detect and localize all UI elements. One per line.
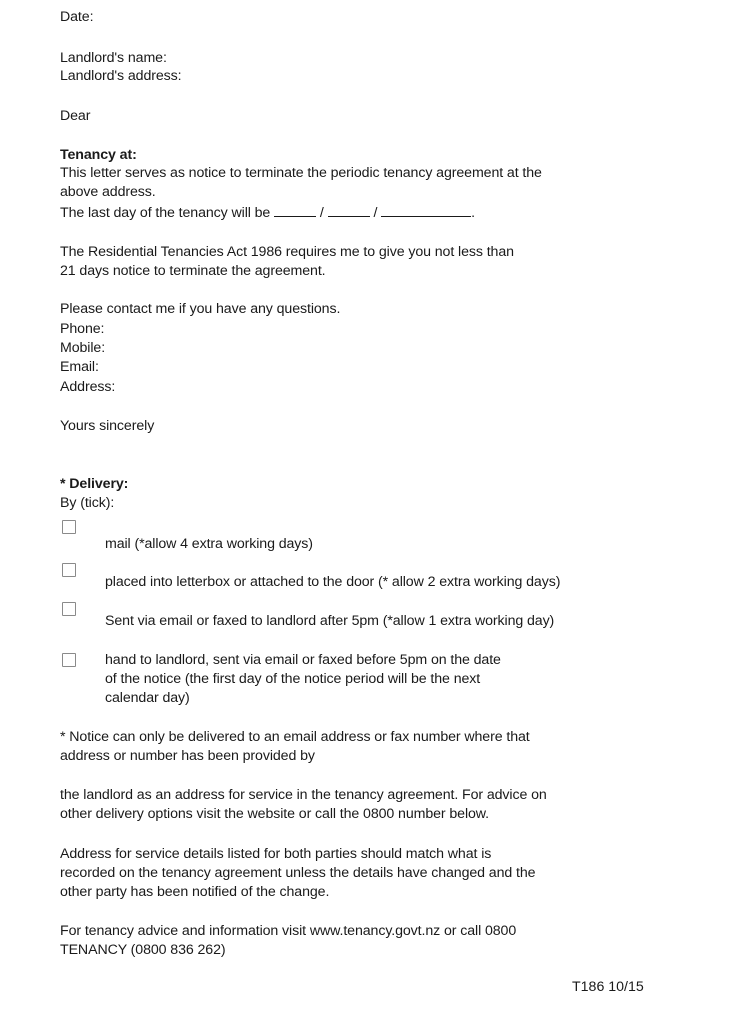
delivery-checkbox-letterbox[interactable] — [62, 563, 76, 577]
delivery-option-hand-line3: calendar day) — [105, 690, 190, 706]
mobile-label: Mobile: — [60, 340, 106, 356]
delivery-option-mail: mail (*allow 4 extra working days) — [105, 536, 313, 552]
address-match-line3: other party has been notified of the change. — [60, 884, 330, 900]
delivery-option-hand-line1: hand to landlord, sent via email or faxed before 5pm on the date — [105, 652, 501, 668]
delivery-option-email-after-5pm: Sent via email or faxed to landlord after 5pm (*allow 1 extra working day) — [105, 613, 555, 629]
email-label: Email: — [60, 359, 99, 375]
date-separator: / — [319, 205, 324, 221]
closing: Yours sincerely — [60, 418, 155, 434]
tenancy-body-line2: above address. — [60, 184, 156, 200]
last-day-year-field[interactable] — [381, 204, 471, 217]
landlord-address-label: Landlord's address: — [60, 68, 182, 84]
delivery-by-label: By (tick): — [60, 495, 115, 511]
form-code: T186 10/15 — [572, 979, 644, 995]
salutation: Dear — [60, 108, 91, 124]
date-separator: / — [373, 205, 378, 221]
act-notice-line1: The Residential Tenancies Act 1986 requires me to give you not less than — [60, 244, 514, 260]
landlord-name-label: Landlord's name: — [60, 50, 167, 66]
delivery-checkbox-hand-delivery[interactable] — [62, 653, 76, 667]
email-fax-note-line2: address or number has been provided by — [60, 748, 315, 764]
delivery-heading: * Delivery: — [60, 476, 129, 492]
date-suffix: . — [471, 205, 475, 221]
contact-intro: Please contact me if you have any questions. — [60, 301, 341, 317]
date-label: Date: — [60, 9, 94, 25]
advice-line2: TENANCY (0800 836 262) — [60, 942, 226, 958]
address-match-line2: recorded on the tenancy agreement unless the details have changed and the — [60, 865, 536, 881]
service-note-line1: the landlord as an address for service in the tenancy agreement. For advice on — [60, 787, 547, 803]
email-fax-note-line1: * Notice can only be delivered to an email address or fax number where that — [60, 729, 530, 745]
delivery-checkbox-mail[interactable] — [62, 520, 76, 534]
address-match-line1: Address for service details listed for both parties should match what is — [60, 846, 492, 862]
last-day-month-field[interactable] — [328, 204, 370, 217]
address-label: Address: — [60, 379, 116, 395]
tenancy-body-line1: This letter serves as notice to terminate the periodic tenancy agreement at the — [60, 165, 542, 181]
act-notice-line2: 21 days notice to terminate the agreement. — [60, 263, 326, 279]
delivery-checkbox-email-after-5pm[interactable] — [62, 602, 76, 616]
last-day-day-field[interactable] — [274, 204, 316, 217]
advice-line1: For tenancy advice and information visit www.tenancy.govt.nz or call 0800 — [60, 923, 517, 939]
tenancy-heading: Tenancy at: — [60, 147, 137, 163]
phone-label: Phone: — [60, 321, 105, 337]
last-day-line — [60, 204, 475, 223]
delivery-option-hand-line2: of the notice (the first day of the notice period will be the next — [105, 671, 481, 687]
last-day-prefix: The last day of the tenancy will be — [60, 205, 271, 221]
service-note-line2: other delivery options visit the website or call the 0800 number below. — [60, 806, 490, 822]
delivery-option-letterbox: placed into letterbox or attached to the door (* allow 2 extra working days) — [105, 574, 561, 590]
